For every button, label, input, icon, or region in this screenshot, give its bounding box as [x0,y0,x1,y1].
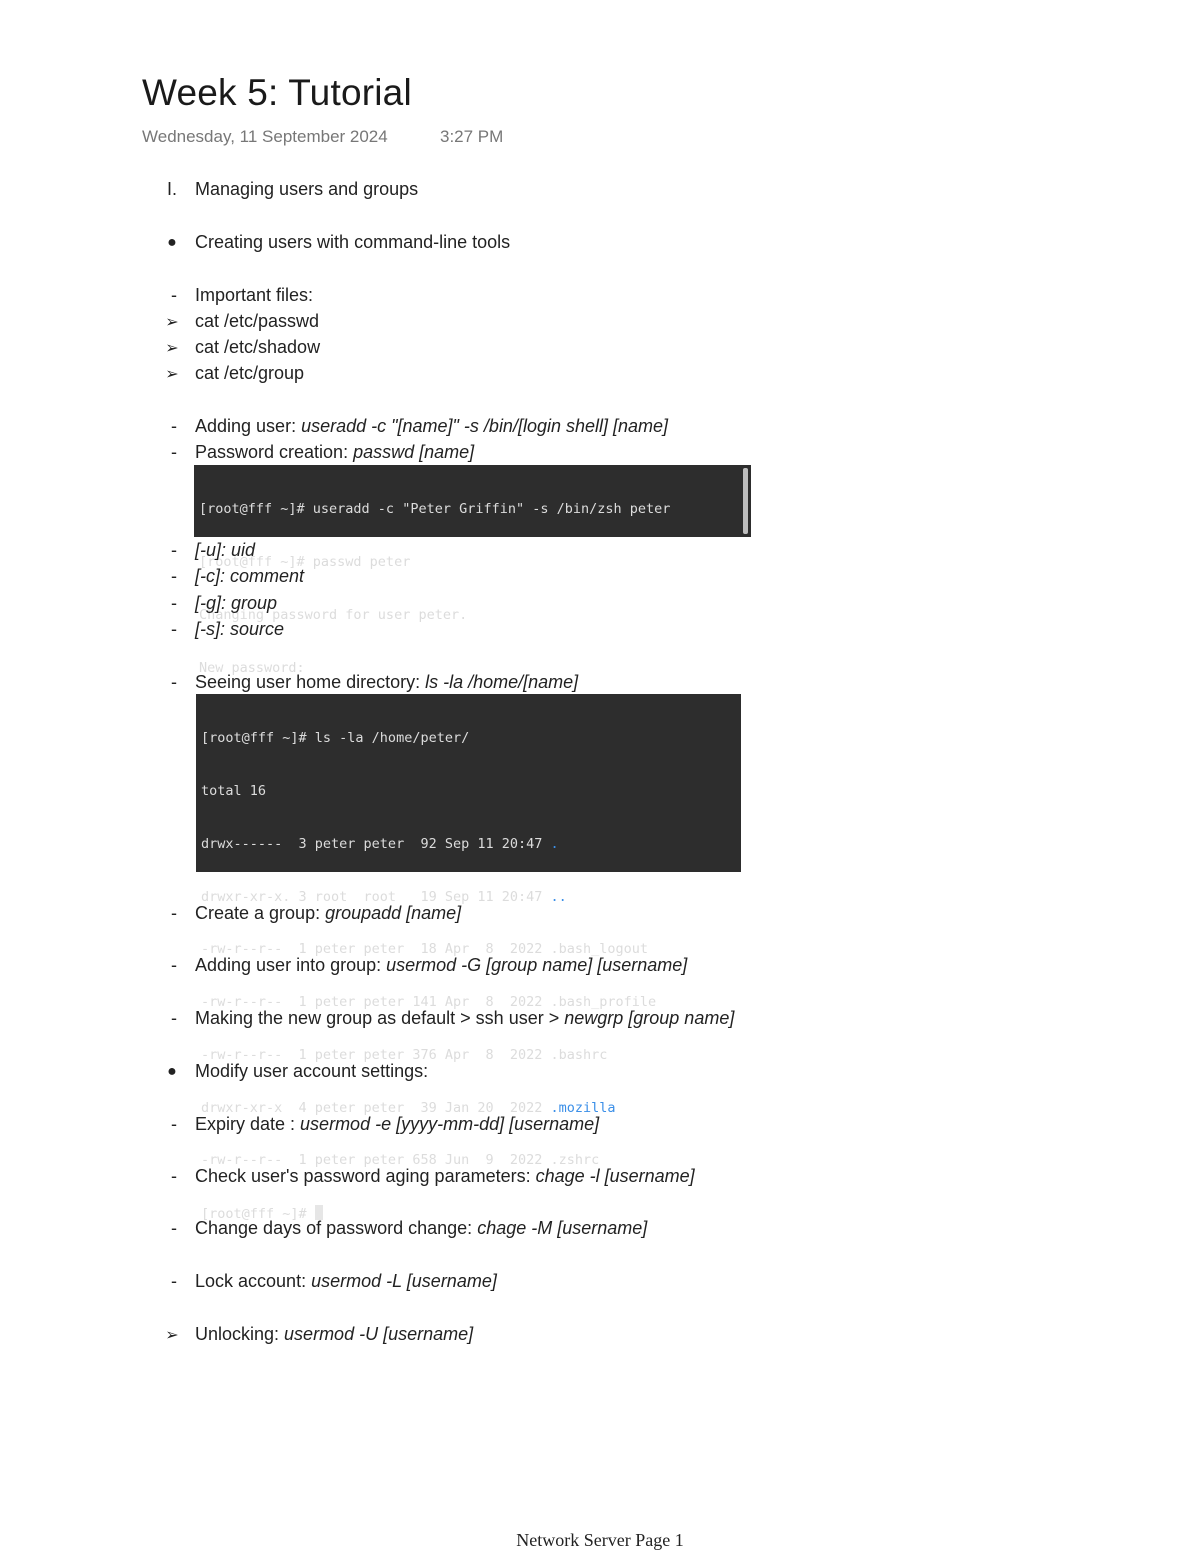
page-date: Wednesday, 11 September 2024 [142,127,388,146]
option-source: [-s]: source [195,619,285,639]
bullet-icon: ● [167,1063,177,1080]
home-dir-line [195,672,578,693]
terminal-line: [root@fff ~]# passwd peter [199,553,411,570]
option-group: [-g]: group [195,593,278,613]
arrow-bullet-icon: ➢ [165,1327,179,1344]
expiry-label: Expiry date : [195,1114,301,1134]
bullet-creating-users: Creating users with command-line tools [195,232,511,252]
dash-icon: - [171,903,177,923]
unlock-label: Unlocking: [195,1324,285,1344]
unlock-line [195,1324,473,1345]
unlock-command: usermod -U [username] [284,1324,474,1344]
aging-line [195,1166,695,1187]
lock-label: Lock account: [195,1271,312,1291]
terminal-line-text: drwxr-xr-x. 3 root root 19 Sep 11 20:47 [201,888,551,905]
dash-icon: - [171,955,177,975]
terminal-scrollbar [743,468,748,534]
terminal-line: Changing password for user peter. [199,606,468,623]
terminal-line-text: drwx------ 3 peter peter 92 Sep 11 20:47 [201,835,551,852]
page-footer: Network Server Page 1 [516,1530,684,1550]
add-to-group-line [195,955,687,976]
expiry-line [195,1114,599,1135]
option-comment: [-c]: comment [195,566,305,586]
days-change-label: Change days of password change: [195,1218,478,1238]
file-item: cat /etc/group [195,363,305,383]
arrow-bullet-icon: ➢ [165,314,179,331]
terminal-line [201,836,736,854]
dash-icon: - [171,416,177,436]
home-dir-command: ls -la /home/[name] [425,672,579,692]
file-item: cat /etc/shadow [195,337,321,357]
terminal-prompt: [root@fff ~]# [201,1206,315,1223]
default-group-line [195,1008,734,1029]
terminal-line-text: drwxr-xr-x 4 peter peter 39 Jan 20 2022 [201,1099,551,1116]
option-uid: [-u]: uid [195,540,256,560]
roman-numeral-marker: I. [166,179,177,199]
days-change-line [195,1218,647,1239]
default-group-command: newgrp [group name] [564,1008,735,1028]
terminal-line: [root@fff ~]# ls -la /home/peter/ [201,730,470,747]
dash-icon: - [171,672,177,692]
terminal-line: -rw-r--r-- 1 peter peter 376 Apr 8 2022 .bashrc [201,1046,608,1063]
lock-command: usermod -L [username] [311,1271,497,1291]
aging-label: Check user's password aging parameters: [195,1166,536,1186]
dash-icon: - [171,1114,177,1134]
terminal-dir-name: .mozilla [550,1099,616,1116]
lock-line [195,1271,497,1292]
dash-icon: - [171,619,177,639]
terminal-line: [root@fff ~]# useradd -c "Peter Griffin" -s /bin/zsh peter [199,501,671,518]
page-title: Week 5: Tutorial [142,72,412,113]
create-group-line [195,903,461,924]
bullet-modify-settings: Modify user account settings: [195,1061,429,1081]
terminal-line: total 16 [201,782,267,799]
create-group-command: groupadd [name] [325,903,462,923]
terminal-line: -rw-r--r-- 1 peter peter 658 Jun 9 2022 .zshrc [201,1152,600,1169]
page-time: 3:27 PM [440,127,504,146]
expiry-command: usermod -e [yyyy-mm-dd] [username] [300,1114,600,1134]
password-creation-line [195,442,474,463]
terminal-line: -rw-r--r-- 1 peter peter 141 Apr 8 2022 .bash_profile [201,994,657,1011]
adding-user-line [195,416,668,437]
password-creation-command: passwd [name] [353,442,475,462]
dash-icon: - [171,285,177,305]
file-item: cat /etc/passwd [195,311,320,331]
add-to-group-command: usermod -G [group name] [username] [386,955,688,975]
dash-icon: - [171,442,177,462]
bullet-icon: ● [167,234,177,251]
add-to-group-label: Adding user into group: [195,955,387,975]
dash-icon: - [171,593,177,613]
dash-icon: - [171,540,177,560]
section-heading: Managing users and groups [195,179,419,199]
dash-icon: - [171,1218,177,1238]
terminal-dir-name: . [550,835,559,852]
password-creation-label: Password creation: [195,442,354,462]
dash-icon: - [171,1166,177,1186]
days-change-command: chage -M [username] [477,1218,648,1238]
terminal-line: New password: [199,659,305,676]
arrow-bullet-icon: ➢ [165,366,179,383]
terminal-dir-name: .. [550,888,567,905]
arrow-bullet-icon: ➢ [165,340,179,357]
default-group-label: Making the new group as default > ssh user > [195,1008,565,1028]
adding-user-label: Adding user: [195,416,302,436]
dash-icon: - [171,566,177,586]
create-group-label: Create a group: [195,903,326,923]
terminal-line: -rw-r--r-- 1 peter peter 18 Apr 8 2022 .bash_logout [201,941,649,958]
important-files-label: Important files: [195,285,314,305]
dash-icon: - [171,1271,177,1291]
dash-icon: - [171,1008,177,1028]
adding-user-command: useradd -c "[name]" -s /bin/[login shell] [name] [301,416,669,436]
home-dir-label: Seeing user home directory: [195,672,426,692]
aging-command: chage -l [username] [535,1166,695,1186]
